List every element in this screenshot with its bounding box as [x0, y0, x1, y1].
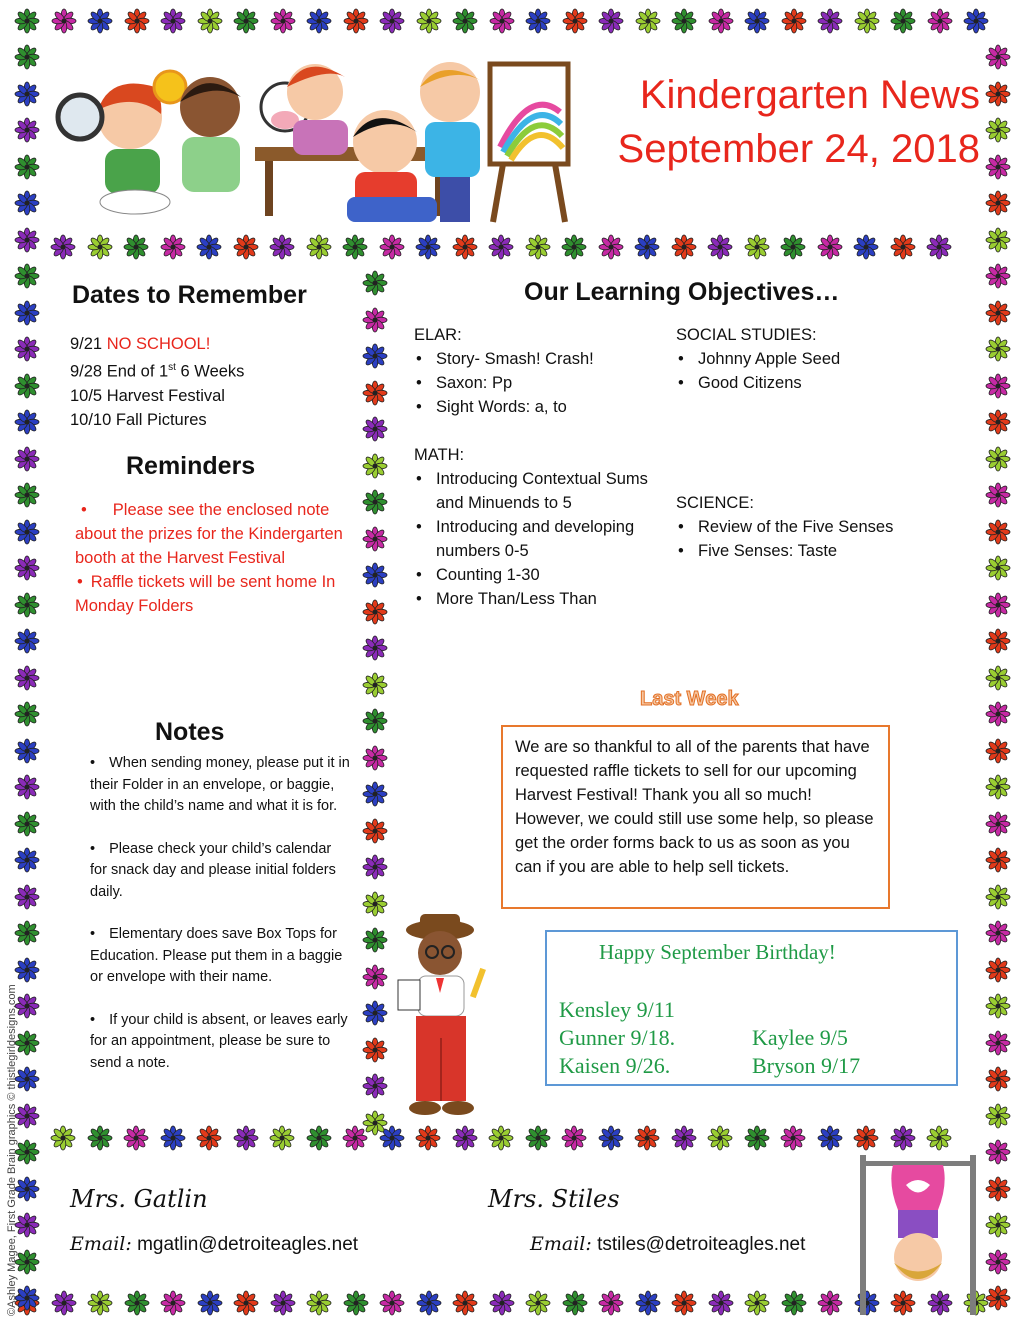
- flower-icon: [51, 1290, 77, 1316]
- flower-icon: [985, 920, 1011, 946]
- flower-icon: [362, 343, 388, 369]
- flower-icon: [14, 738, 40, 764]
- flower-icon: [744, 1125, 770, 1151]
- flower-icon: [926, 234, 952, 260]
- reminder-item: • Raffle tickets will be sent home In Monday Folders: [75, 573, 336, 615]
- birthday-item: Gunner 9/18.: [559, 1025, 676, 1050]
- flower-icon: [415, 1125, 441, 1151]
- flower-icon: [985, 1212, 1011, 1238]
- math-label: MATH:: [414, 446, 465, 464]
- note-item: • When sending money, please put it in their Folder in an envelope, or baggie, with the child’s name and what it is for.: [90, 755, 350, 814]
- flower-icon: [14, 592, 40, 618]
- flower-icon: [362, 1073, 388, 1099]
- elar-item: • Saxon: Pp: [436, 371, 659, 395]
- flower-icon: [14, 519, 40, 545]
- flower-icon: [744, 234, 770, 260]
- teacher-1-email-row: [70, 1233, 358, 1256]
- birthday-item: Kensley 9/11: [559, 997, 675, 1022]
- flower-icon: [362, 599, 388, 625]
- flower-icon: [14, 811, 40, 837]
- flower-icon: [707, 234, 733, 260]
- flower-icon: [123, 234, 149, 260]
- flower-icon: [634, 1125, 660, 1151]
- title-line-1: Kindergarten News: [639, 73, 980, 117]
- flower-icon: [14, 190, 40, 216]
- flower-icon: [985, 1139, 1011, 1165]
- flower-icon: [14, 227, 40, 253]
- flower-icon: [362, 781, 388, 807]
- flower-icon: [780, 234, 806, 260]
- flower-icon: [489, 8, 515, 34]
- flower-icon: [985, 1030, 1011, 1056]
- flower-icon: [780, 1125, 806, 1151]
- flower-icon: [416, 1290, 442, 1316]
- flower-icon: [890, 1125, 916, 1151]
- flower-icon: [985, 263, 1011, 289]
- flower-icon: [561, 234, 587, 260]
- flower-icon: [985, 482, 1011, 508]
- flower-icon: [671, 234, 697, 260]
- flower-icon: [87, 1125, 113, 1151]
- flower-icon: [87, 1290, 113, 1316]
- flower-icon: [362, 964, 388, 990]
- flower-icon: [985, 81, 1011, 107]
- flower-icon: [50, 234, 76, 260]
- objectives-heading: Our Learning Objectives…: [524, 278, 840, 306]
- flower-icon: [14, 409, 40, 435]
- flower-icon: [362, 489, 388, 515]
- flower-icon: [14, 884, 40, 910]
- flower-icon: [196, 234, 222, 260]
- flower-icon: [14, 446, 40, 472]
- date-item: 9/21 NO SCHOOL!: [70, 335, 211, 353]
- flower-icon: [362, 1037, 388, 1063]
- flower-icon: [985, 1285, 1011, 1311]
- flower-icon: [50, 1125, 76, 1151]
- flower-icon: [343, 8, 369, 34]
- flower-icon: [985, 373, 1011, 399]
- flower-icon: [817, 1125, 843, 1151]
- flower-icon: [362, 526, 388, 552]
- flower-icon: [561, 1125, 587, 1151]
- teacher-2-email-link[interactable]: tstiles@detroiteagles.net: [597, 1234, 806, 1255]
- flower-icon: [362, 927, 388, 953]
- flower-icon: [306, 1290, 332, 1316]
- flower-icon: [452, 8, 478, 34]
- date-item: 10/10 Fall Pictures: [70, 410, 207, 429]
- flower-icon: [707, 1125, 733, 1151]
- flower-icon: [362, 453, 388, 479]
- flower-icon: [562, 8, 588, 34]
- flower-icon: [124, 1290, 150, 1316]
- flower-icon: [817, 234, 843, 260]
- email-label: Email:: [530, 1233, 592, 1255]
- flower-icon: [985, 665, 1011, 691]
- flower-icon: [51, 8, 77, 34]
- science-section: [676, 491, 946, 563]
- flower-icon: [269, 1125, 295, 1151]
- flower-icon: [362, 270, 388, 296]
- elar-section: [414, 323, 659, 419]
- flower-icon: [14, 263, 40, 289]
- flower-icon: [562, 1290, 588, 1316]
- title-date: September 24, 2018: [617, 127, 980, 171]
- flower-icon: [525, 1125, 551, 1151]
- flower-icon: [160, 1290, 186, 1316]
- flower-icon: [985, 1066, 1011, 1092]
- flower-icon: [598, 8, 624, 34]
- flower-icon: [87, 234, 113, 260]
- flower-icon: [14, 482, 40, 508]
- birthday-box: [545, 930, 958, 1086]
- flower-icon: [14, 665, 40, 691]
- math-item: • Counting 1-30: [436, 563, 659, 587]
- flower-icon: [233, 8, 259, 34]
- birthday-heading: Happy September Birthday!: [599, 940, 836, 964]
- flower-icon: [985, 701, 1011, 727]
- flower-icon: [817, 1290, 843, 1316]
- social-studies-item: • Johnny Apple Seed: [698, 347, 936, 371]
- flower-icon: [853, 1125, 879, 1151]
- flower-icon: [985, 117, 1011, 143]
- flower-icon: [362, 708, 388, 734]
- flower-icon: [525, 8, 551, 34]
- flower-icon: [14, 774, 40, 800]
- flower-icon: [379, 234, 405, 260]
- flower-icon: [927, 8, 953, 34]
- flower-icon: [233, 1290, 259, 1316]
- flower-icon: [985, 154, 1011, 180]
- flower-icon: [362, 380, 388, 406]
- flower-icon: [362, 891, 388, 917]
- flower-icon: [87, 8, 113, 34]
- flower-icon: [985, 555, 1011, 581]
- flower-icon: [452, 1290, 478, 1316]
- math-item: • More Than/Less Than: [436, 587, 659, 611]
- flower-icon: [708, 1290, 734, 1316]
- copyright-credit: ©Ashley Magee, First Grade Brain graphics © thistlegirldesigns.com: [6, 984, 18, 1316]
- flower-icon: [160, 1125, 186, 1151]
- teacher-1-email-link[interactable]: mgatlin@detroiteagles.net: [137, 1234, 359, 1255]
- flower-icon: [671, 1290, 697, 1316]
- newsletter-title: [560, 68, 980, 176]
- dates-heading: Dates to Remember: [72, 281, 307, 309]
- note-item: • If your child is absent, or leaves early for an appointment, please be sure to send a note.: [90, 1011, 348, 1071]
- flower-icon: [306, 8, 332, 34]
- flower-icon: [985, 774, 1011, 800]
- flower-icon: [985, 227, 1011, 253]
- flower-icon: [985, 628, 1011, 654]
- flower-icon: [781, 8, 807, 34]
- birthday-item: Kaylee 9/5: [752, 1025, 848, 1050]
- teacher-1-name: Mrs. Gatlin: [70, 1185, 208, 1213]
- dates-list: [70, 332, 350, 432]
- flower-icon: [362, 672, 388, 698]
- elar-item: • Story- Smash! Crash!: [436, 347, 659, 371]
- flower-icon: [744, 8, 770, 34]
- flower-icon: [14, 957, 40, 983]
- flower-icon: [379, 1290, 405, 1316]
- flower-icon: [671, 8, 697, 34]
- flower-icon: [123, 1125, 149, 1151]
- flower-icon: [362, 416, 388, 442]
- flower-icon: [14, 373, 40, 399]
- flower-icon: [233, 1125, 259, 1151]
- flower-icon: [362, 1000, 388, 1026]
- date-item: 9/28 End of 1st 6 Weeks: [70, 362, 245, 381]
- flower-icon: [14, 117, 40, 143]
- flower-icon: [853, 234, 879, 260]
- flower-icon: [985, 336, 1011, 362]
- flower-icon: [635, 1290, 661, 1316]
- flower-icon: [985, 300, 1011, 326]
- science-label: SCIENCE:: [676, 494, 754, 512]
- flower-icon: [197, 8, 223, 34]
- reminders-list: [75, 498, 357, 618]
- flower-icon: [525, 1290, 551, 1316]
- flower-icon: [14, 8, 40, 34]
- flower-icon: [270, 8, 296, 34]
- flower-icon: [342, 234, 368, 260]
- math-item: • Introducing Contextual Sums and Minuends to 5: [436, 467, 659, 515]
- flower-icon: [160, 8, 186, 34]
- flower-icon: [985, 44, 1011, 70]
- flower-icon: [985, 592, 1011, 618]
- flower-icon: [489, 1290, 515, 1316]
- flower-icon: [671, 1125, 697, 1151]
- math-section: [414, 443, 659, 611]
- email-label: Email:: [70, 1233, 132, 1255]
- flower-icon: [985, 957, 1011, 983]
- flower-icon: [963, 8, 989, 34]
- flower-icon: [634, 234, 660, 260]
- flower-icon: [306, 1125, 332, 1151]
- science-item: • Review of the Five Senses: [698, 515, 946, 539]
- flower-icon: [14, 336, 40, 362]
- flower-icon: [233, 234, 259, 260]
- flower-icon: [598, 1125, 624, 1151]
- flower-icon: [124, 8, 150, 34]
- flower-icon: [854, 8, 880, 34]
- flower-icon: [269, 234, 295, 260]
- notes-heading: Notes: [155, 718, 225, 746]
- last-week-heading: Last Week: [640, 688, 739, 710]
- flower-icon: [598, 234, 624, 260]
- birthday-item: Kaisen 9/26.: [559, 1053, 671, 1078]
- flower-icon: [781, 1290, 807, 1316]
- flower-icon: [379, 8, 405, 34]
- teacher-2-name: Mrs. Stiles: [488, 1185, 620, 1213]
- flower-icon: [452, 234, 478, 260]
- flower-icon: [985, 738, 1011, 764]
- flower-icon: [985, 1249, 1011, 1275]
- flower-icon: [985, 847, 1011, 873]
- hanging-kid-clipart: [858, 1155, 978, 1315]
- note-item: • Elementary does save Box Tops for Education. Please put them in a baggie or envelope with their name.: [90, 926, 343, 985]
- flower-icon: [985, 519, 1011, 545]
- flower-icon: [362, 854, 388, 880]
- social-studies-section: [676, 323, 936, 395]
- math-item: • Introducing and developing numbers 0-5: [436, 515, 659, 563]
- flower-icon: [160, 234, 186, 260]
- flower-icon: [985, 1103, 1011, 1129]
- flower-icon: [14, 920, 40, 946]
- flower-icon: [362, 818, 388, 844]
- flower-icon: [985, 409, 1011, 435]
- flower-icon: [14, 628, 40, 654]
- flower-icon: [985, 993, 1011, 1019]
- flower-icon: [452, 1125, 478, 1151]
- flower-icon: [598, 1290, 624, 1316]
- flower-icon: [14, 81, 40, 107]
- flower-icon: [488, 1125, 514, 1151]
- flower-icon: [926, 1125, 952, 1151]
- reminders-heading: Reminders: [126, 452, 256, 480]
- last-week-box: [501, 725, 890, 909]
- flower-icon: [985, 811, 1011, 837]
- flower-icon: [270, 1290, 296, 1316]
- social-studies-item: • Good Citizens: [698, 371, 936, 395]
- flower-icon: [14, 154, 40, 180]
- science-item: • Five Senses: Taste: [698, 539, 946, 563]
- flower-icon: [343, 1290, 369, 1316]
- flower-icon: [196, 1125, 222, 1151]
- flower-icon: [744, 1290, 770, 1316]
- note-item: • Please check your child’s calendar for snack day and please initial folders daily.: [90, 840, 336, 900]
- birthday-item: Bryson 9/17: [752, 1053, 861, 1078]
- flower-icon: [362, 1110, 388, 1136]
- flower-icon: [14, 847, 40, 873]
- flower-icon: [817, 8, 843, 34]
- elar-item: • Sight Words: a, to: [436, 395, 659, 419]
- flower-icon: [362, 745, 388, 771]
- social-studies-label: SOCIAL STUDIES:: [676, 326, 817, 344]
- flower-icon: [488, 234, 514, 260]
- flower-icon: [14, 555, 40, 581]
- teacher-2-email-row: [530, 1233, 805, 1256]
- birthday-col-1: [559, 996, 675, 1080]
- kids-clipart: [55, 52, 585, 230]
- flower-icon: [525, 234, 551, 260]
- flower-icon: [985, 190, 1011, 216]
- flower-icon: [635, 8, 661, 34]
- flower-icon: [197, 1290, 223, 1316]
- flower-icon: [985, 884, 1011, 910]
- last-week-text: We are so thankful to all of the parents that have requested raffle tickets to sell for our upcoming Harvest Festival! Thank you all so much! However, we could still use some help, so please get the order forms back to us as soon as you can if you are able to help sell tickets.: [515, 738, 874, 876]
- flower-icon: [708, 8, 734, 34]
- flower-icon: [14, 300, 40, 326]
- teacher-boy-clipart: [390, 908, 500, 1120]
- flower-icon: [985, 446, 1011, 472]
- reminder-item: • Please see the enclosed note about the prizes for the Kindergarten booth at the Harvest Festival: [75, 501, 343, 567]
- flower-icon: [416, 8, 442, 34]
- flower-icon: [890, 234, 916, 260]
- elar-label: ELAR:: [414, 326, 462, 344]
- flower-icon: [306, 234, 332, 260]
- notes-list: [90, 753, 352, 1074]
- flower-icon: [985, 1176, 1011, 1202]
- flower-icon: [415, 234, 441, 260]
- birthday-col-2: [752, 1024, 860, 1080]
- date-item: 10/5 Harvest Festival: [70, 386, 225, 405]
- flower-icon: [362, 635, 388, 661]
- flower-icon: [362, 562, 388, 588]
- flower-icon: [362, 307, 388, 333]
- flower-icon: [14, 44, 40, 70]
- flower-icon: [14, 701, 40, 727]
- flower-icon: [890, 8, 916, 34]
